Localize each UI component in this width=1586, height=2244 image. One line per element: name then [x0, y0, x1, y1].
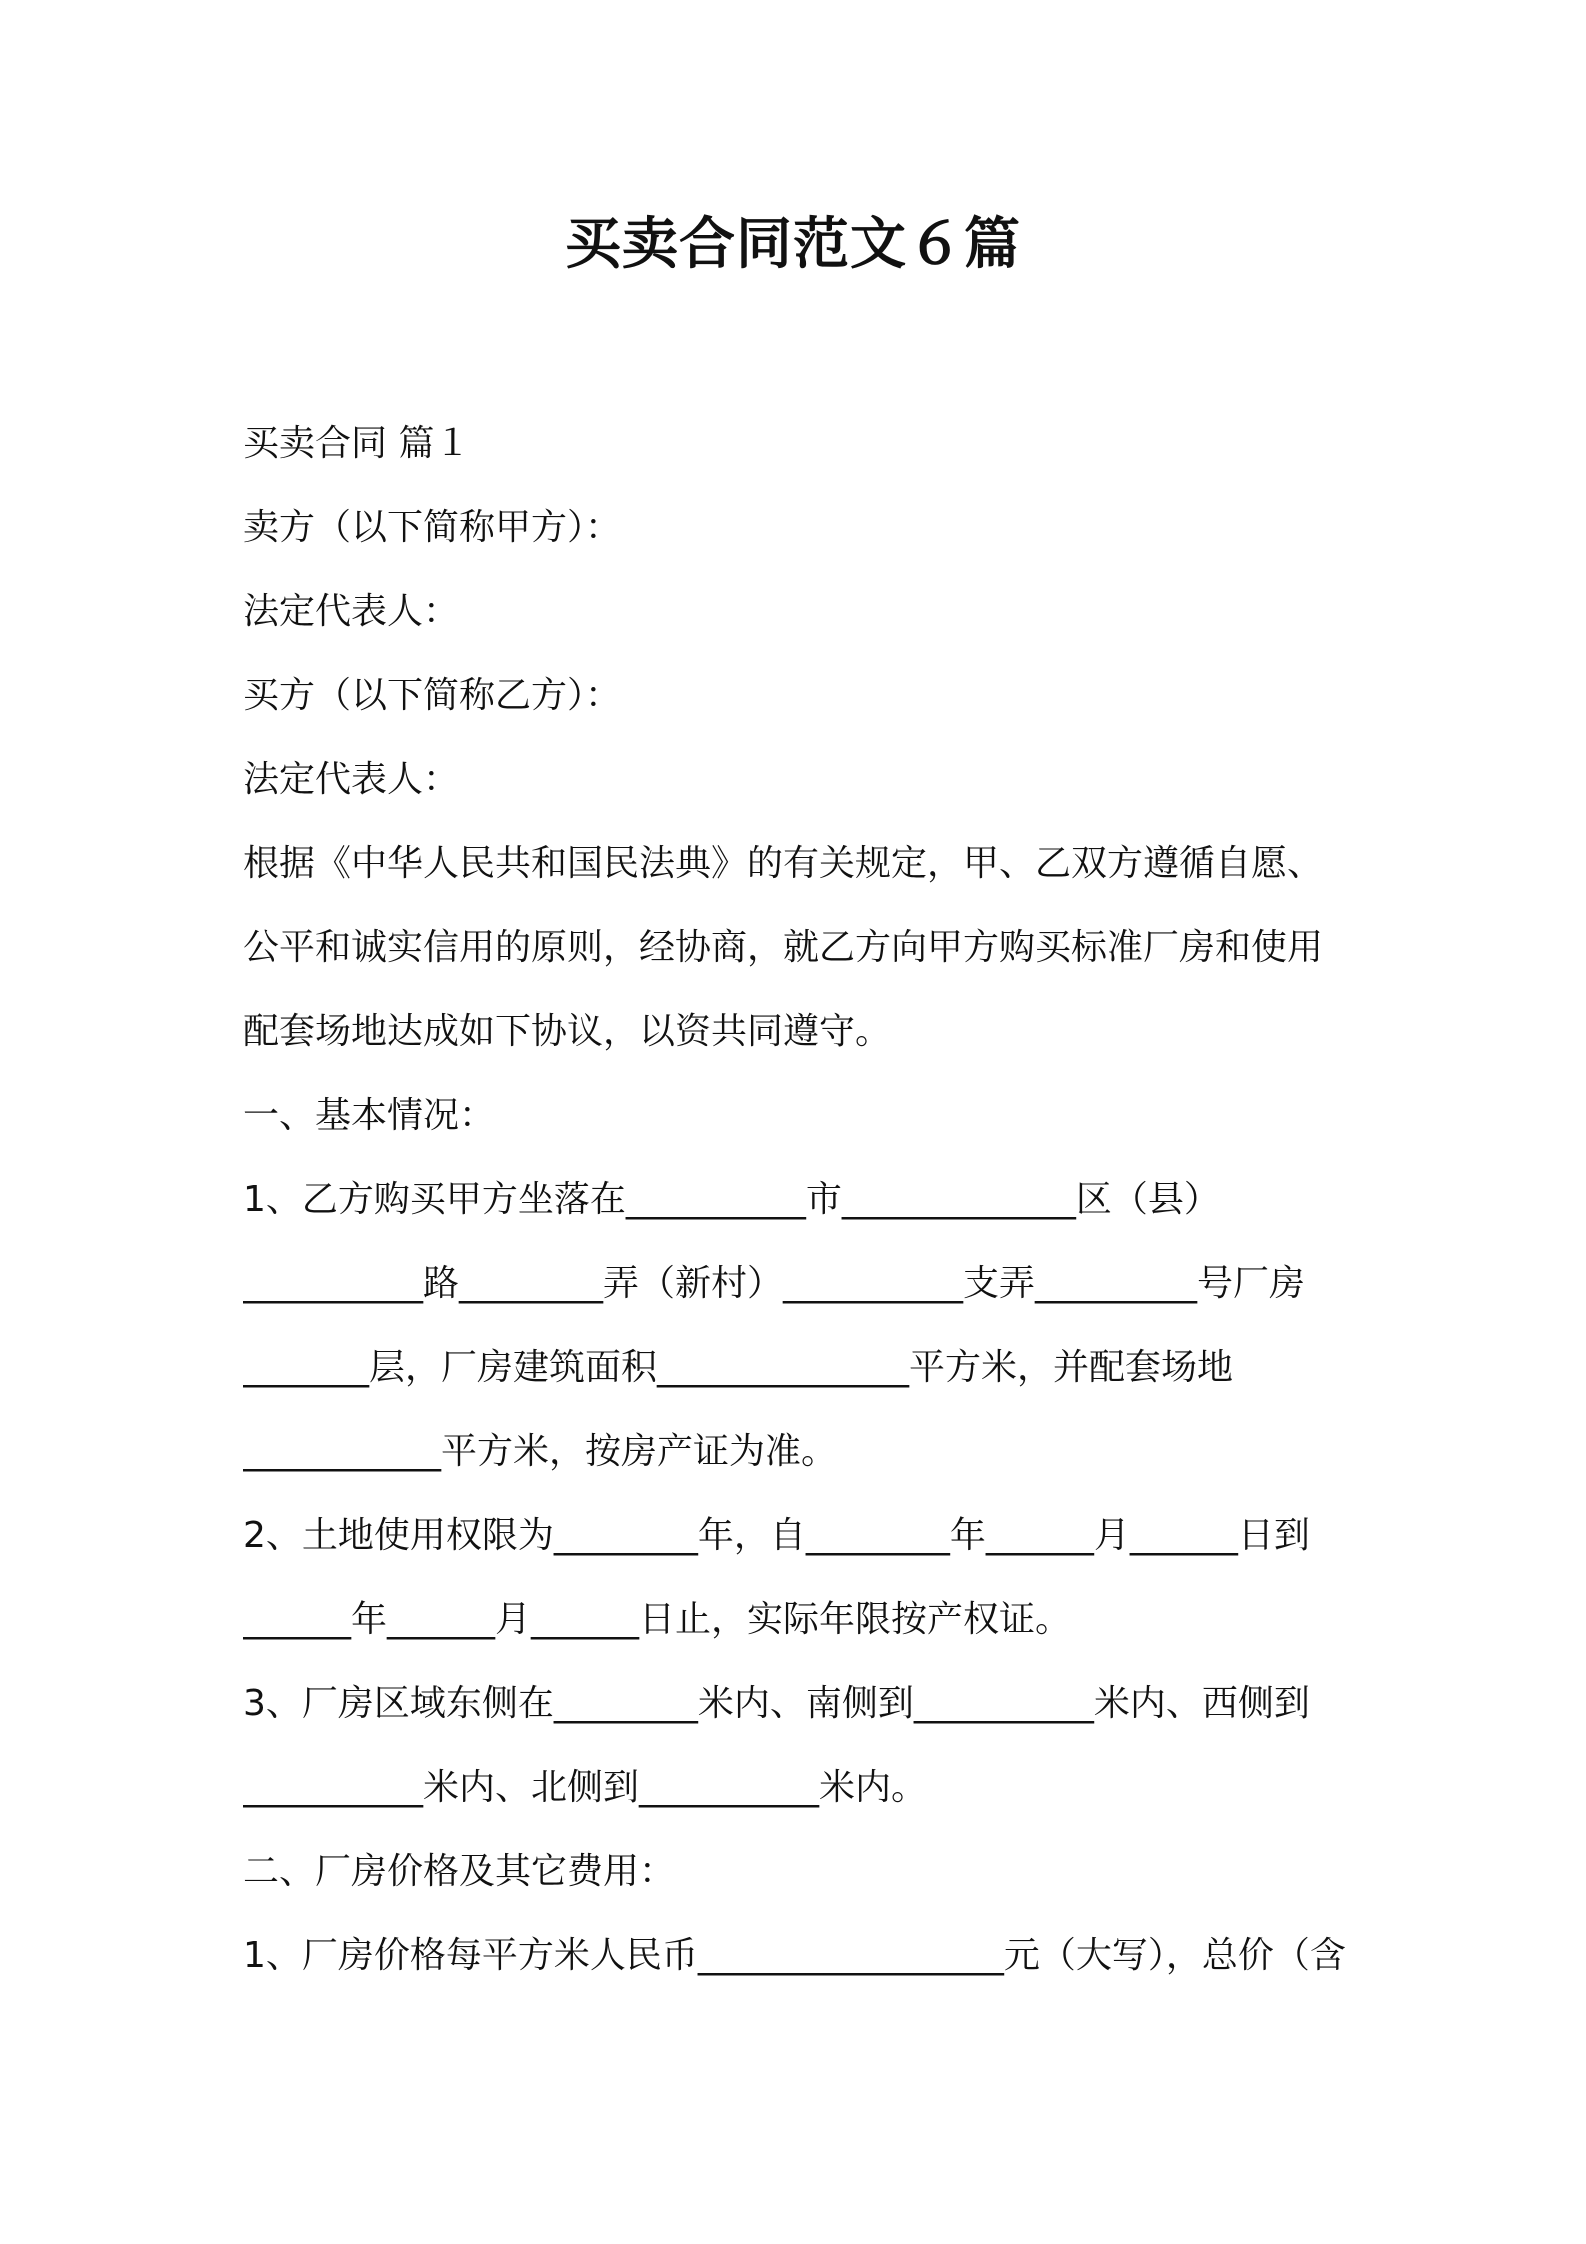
clause-line: _______层，厂房建筑面积______________平方米，并配套场地 [243, 1347, 1234, 1388]
buyer-line: 买方（以下简称乙方）： [243, 675, 622, 716]
paragraph-line: 根据《中华人民共和国民法典》的有关规定，甲、乙双方遵循自愿、 [243, 843, 1324, 884]
document-title: 买卖合同范文６篇 [565, 212, 1021, 277]
clause-line: 3、厂房区域东侧在________米内、南侧到__________米内、西侧到 [243, 1683, 1310, 1724]
clause-line: 1、乙方购买甲方坐落在__________市_____________区（县） [243, 1179, 1220, 1220]
clause-line: __________米内、北侧到__________米内。 [243, 1767, 928, 1808]
clause-heading: 一、基本情况： [243, 1095, 496, 1136]
clause-line: 1、厂房价格每平方米人民币_________________元（大写），总价（含 [243, 1935, 1346, 1976]
section-heading: 买卖合同 篇１ [243, 423, 471, 464]
buyer-representative-line: 法定代表人： [243, 759, 460, 800]
clause-line: ___________平方米，按房产证为准。 [243, 1431, 838, 1472]
clause-heading: 二、厂房价格及其它费用： [243, 1851, 676, 1892]
seller-representative-line: 法定代表人： [243, 591, 460, 632]
paragraph-line: 配套场地达成如下协议，以资共同遵守。 [243, 1011, 892, 1052]
clause-line: 2、土地使用权限为________年，自________年______月______日到 [243, 1515, 1310, 1556]
document-body [243, 402, 1353, 1998]
clause-line: ______年______月______日止，实际年限按产权证。 [243, 1599, 1072, 1640]
seller-line: 卖方（以下简称甲方）： [243, 507, 622, 548]
clause-line: __________路________弄（新村）__________支弄_________号厂房 [243, 1263, 1306, 1304]
paragraph-line: 公平和诚实信用的原则，经协商，就乙方向甲方购买标准厂房和使用 [243, 927, 1324, 968]
